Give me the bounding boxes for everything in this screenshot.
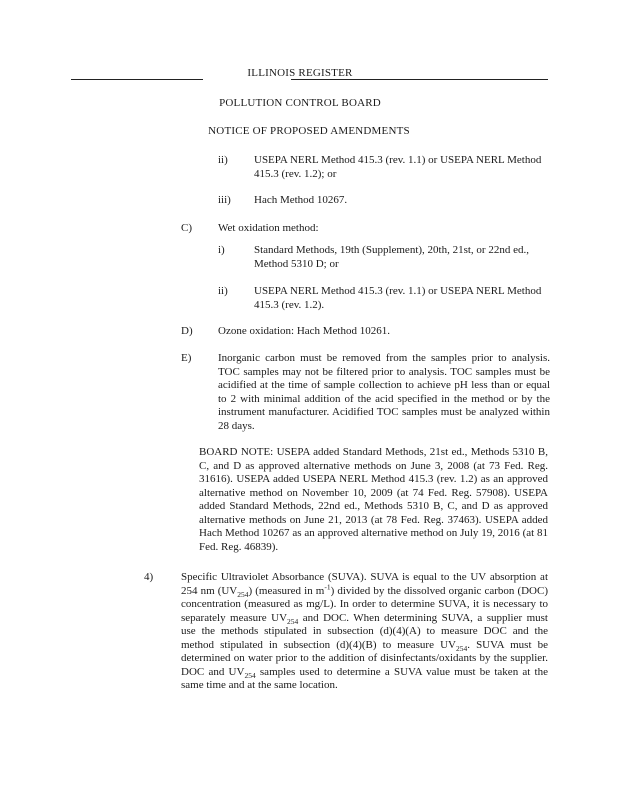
item-c-i-label: i) bbox=[218, 244, 225, 256]
suva-sub-2: 254 bbox=[287, 616, 299, 626]
suva-paragraph bbox=[181, 571, 548, 693]
item-d-text: Ozone oxidation: Hach Method 10261. bbox=[218, 325, 390, 337]
item-c-ii-label: ii) bbox=[218, 285, 228, 297]
register-title: ILLINOIS REGISTER bbox=[247, 67, 353, 79]
item-b-iii-text: Hach Method 10267. bbox=[254, 194, 348, 206]
notice-title: NOTICE OF PROPOSED AMENDMENTS bbox=[208, 125, 410, 137]
suva-text-5: . SUVA must be determined on water prior to the addition of disinfectants/oxidants by the supplier. DOC and UV bbox=[181, 638, 548, 678]
suva-sub-3: 254 bbox=[455, 643, 468, 653]
item-b-iii-label: iii) bbox=[218, 194, 231, 206]
suva-sub-4: 254 bbox=[244, 670, 256, 680]
suva-text-6: samples used to determine a SUVA value must be taken at the same time and at the same location. bbox=[181, 665, 548, 691]
item-d-label: D) bbox=[181, 325, 193, 337]
suva-text-3: ) divided by the dissolved organic carbon (DOC) concentration (measured as mg/L). In order to determine SUVA, it is necessary to separately measure UV bbox=[181, 584, 549, 624]
suva-text-1: Specific Ultraviolet Absorbance (SUVA). SUVA is equal to the UV absorption at 254 nm (UV bbox=[181, 571, 548, 597]
suva-text-4: and DOC. When determining SUVA, a supplier must use the methods stipulated in subsection (d)(4)(A) to measure DOC and the method stipulated in subsection (d)(4)(B) to measure UV bbox=[181, 611, 548, 651]
item-e-text: Inorganic carbon must be removed from the samples prior to analysis. TOC samples may not be filtered prior to analysis. TOC samples must be acidified at the time of sample collection to achieve pH less than or equal to 2 with minimal addition of the acid specified in the method or by the instrument manufacturer. Acidified TOC samples must be analyzed within 28 days. bbox=[218, 352, 550, 432]
item-e-label: E) bbox=[181, 352, 192, 364]
item-4-label: 4) bbox=[144, 571, 154, 583]
board-note: BOARD NOTE: USEPA added Standard Methods, 21st ed., Methods 5310 B, C, and D as approved alternative methods on June 3, 2008 (at 73 Fed. Reg. 31616). USEPA added USEPA NERL Method 415.3 (rev. 1.2) as an approved alternative method on November 10, 2009 (at 74 Fed. Reg. 57908). USEPA added Standard Methods, 22nd ed., Methods 5310 B, C, and D as approved alternative methods on June 21, 2013 (at 78 Fed. Reg. 37463). USEPA added Hach Method 10267 as an approved alternative method on July 19, 2016 (at 81 Fed. Reg. 46839). bbox=[199, 446, 548, 553]
suva-sup-1: -1 bbox=[324, 581, 331, 591]
suva-text-2: ) (measured in m bbox=[248, 584, 325, 597]
item-c-ii-text: USEPA NERL Method 415.3 (rev. 1.1) or USEPA NERL Method 415.3 (rev. 1.2). bbox=[254, 285, 542, 311]
suva-sub-1: 254 bbox=[237, 589, 249, 599]
item-c-text: Wet oxidation method: bbox=[218, 222, 319, 234]
item-c-i-text: Standard Methods, 19th (Supplement), 20th, 21st, or 22nd ed., Method 5310 D; or bbox=[254, 244, 529, 270]
item-c-label: C) bbox=[181, 222, 192, 234]
item-b-ii-text: USEPA NERL Method 415.3 (rev. 1.1) or USEPA NERL Method 415.3 (rev. 1.2); or bbox=[254, 154, 542, 180]
item-b-ii-label: ii) bbox=[218, 154, 228, 166]
board-title: POLLUTION CONTROL BOARD bbox=[219, 97, 381, 109]
